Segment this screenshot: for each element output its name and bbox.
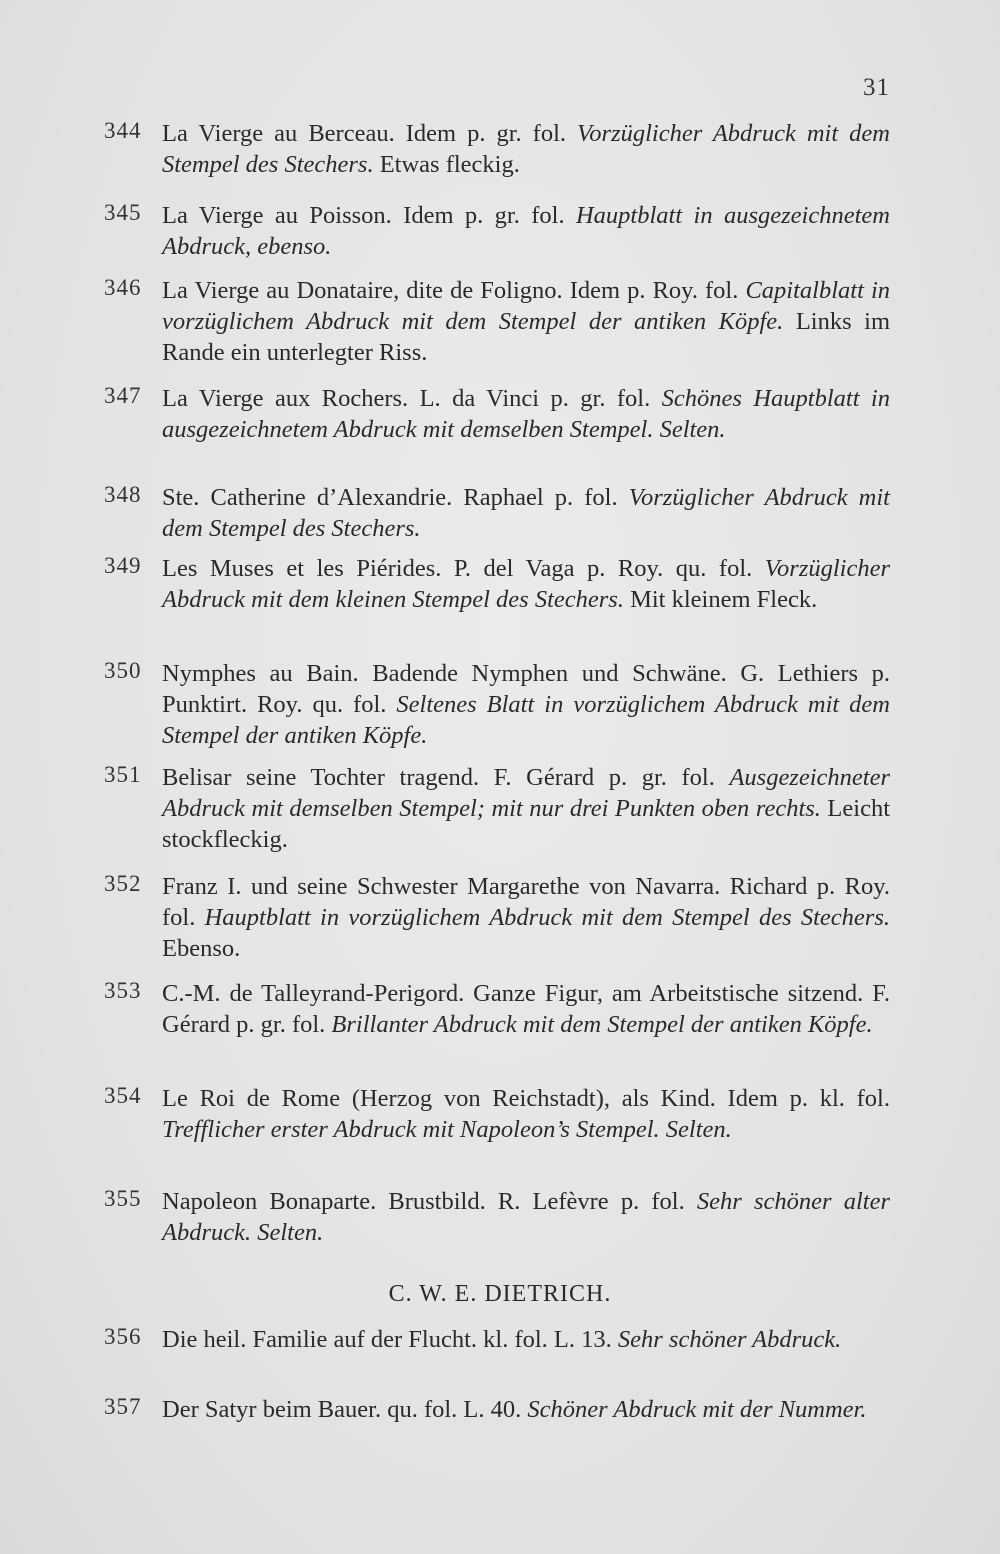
entry-number: 344 (104, 118, 142, 143)
entry-text: C.-M. de Talleyrand-Perigord. Ganze Figur, am Arbeitstische sitzend. F. Gérard p. gr. fol. Brillanter Abdruck mit dem Stempel der antiken Köpfe. (162, 980, 890, 1038)
entry-text: Les Muses et les Piérides. P. del Vaga p. Roy. qu. fol. Vorzüglicher Abdruck mit dem kleinen Stempel des Stechers. Mit kleinem Fleck. (162, 555, 890, 613)
entry-number: 352 (104, 871, 142, 896)
entry-number: 355 (104, 1186, 142, 1211)
catalog-entry-349 (104, 553, 894, 615)
catalog-entry-350 (104, 658, 894, 751)
entry-number: 349 (104, 553, 142, 578)
catalog-entry-344 (104, 118, 894, 180)
catalog-entry-351 (104, 762, 894, 855)
entry-number: 350 (104, 658, 142, 683)
catalog-entry-348 (104, 482, 894, 544)
entry-text: Nymphes au Bain. Badende Nymphen und Schwäne. G. Lethiers p. Punktirt. Roy. qu. fol. Seltenes Blatt in vorzüglichem Abdruck mit dem Stempel der antiken Köpfe. (162, 660, 890, 749)
entry-number: 351 (104, 762, 142, 787)
catalog-entry-353 (104, 978, 894, 1040)
page-number: 31 (863, 74, 890, 101)
entry-text: La Vierge au Donataire, dite de Foligno. Idem p. Roy. fol. Capitalblatt in vorzüglichem Abdruck mit dem Stempel der antiken Köpfe. Links im Rande ein unterlegter Riss. (162, 277, 891, 366)
entry-text: La Vierge au Poisson. Idem p. gr. fol. Hauptblatt in ausgezeichnetem Abdruck, ebenso. (162, 202, 890, 260)
entry-text: Napoleon Bonaparte. Brustbild. R. Lefèvre p. fol. Sehr schöner alter Abdruck. Selten. (162, 1188, 890, 1246)
catalog-entry-355 (104, 1186, 894, 1248)
entry-number: 345 (104, 200, 142, 225)
entry-number: 346 (104, 275, 142, 300)
entry-text: Le Roi de Rome (Herzog von Reichstadt), als Kind. Idem p. kl. fol. Trefflicher erster Abdruck mit Napoleon’s Stempel. Selten. (162, 1085, 890, 1143)
entry-number: 356 (104, 1324, 142, 1349)
entry-number: 354 (104, 1083, 142, 1108)
catalog-entry-347 (104, 383, 894, 445)
catalog-entry-346 (104, 275, 894, 368)
entry-number: 353 (104, 978, 142, 1003)
catalog-entry-352 (104, 871, 894, 964)
entry-number: 357 (104, 1394, 142, 1419)
entry-text: Ste. Catherine d’Alexandrie. Raphael p. fol. Vorzüglicher Abdruck mit dem Stempel des Stechers. (162, 484, 890, 542)
catalog-entry-345 (104, 200, 894, 262)
entry-number: 347 (104, 383, 142, 408)
entry-text: Belisar seine Tochter tragend. F. Gérard p. gr. fol. Ausgezeichneter Abdruck mit demselben Stempel; mit nur drei Punkten oben rechts. Leicht stockfleckig. (162, 764, 891, 853)
catalog-entry-357 (104, 1394, 894, 1425)
entry-text: Der Satyr beim Bauer. qu. fol. L. 40. Schöner Abdruck mit der Nummer. (162, 1396, 867, 1423)
entry-text: Die heil. Familie auf der Flucht. kl. fol. L. 13. Sehr schöner Abdruck. (162, 1326, 842, 1353)
entry-text: La Vierge aux Rochers. L. da Vinci p. gr. fol. Schönes Hauptblatt in ausgezeichnetem Abdruck mit demselben Stempel. Selten. (162, 385, 890, 443)
entry-number: 348 (104, 482, 142, 507)
entry-text: La Vierge au Berceau. Idem p. gr. fol. Vorzüglicher Abdruck mit dem Stempel des Stechers. Etwas fleckig. (162, 120, 891, 178)
entry-text: Franz I. und seine Schwester Margarethe von Navarra. Richard p. Roy. fol. Hauptblatt in vorzüglichem Abdruck mit dem Stempel des Stechers. Ebenso. (162, 873, 890, 962)
catalog-entry-354 (104, 1083, 894, 1145)
catalog-entry-356 (104, 1324, 894, 1355)
section-heading: C. W. E. DIETRICH. (388, 1281, 612, 1307)
